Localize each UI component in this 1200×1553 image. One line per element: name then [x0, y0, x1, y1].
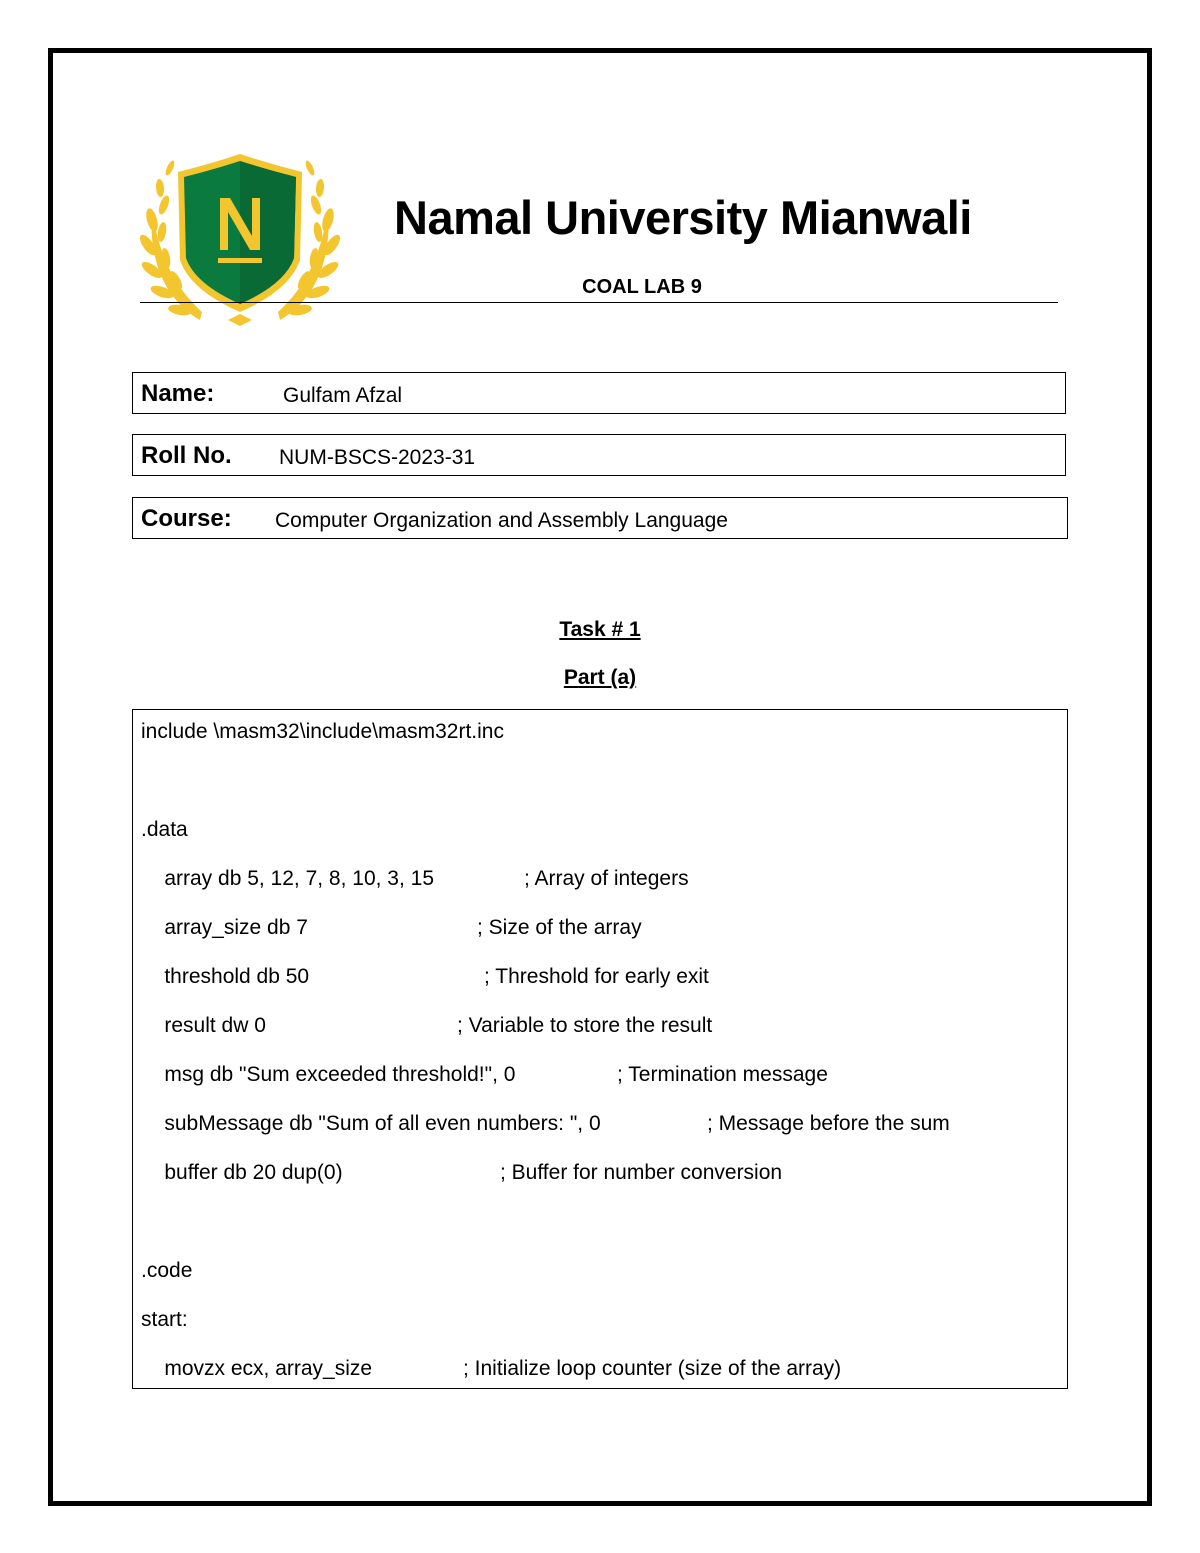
university-name: Namal University Mianwali — [394, 191, 972, 244]
code-line: start: — [141, 1308, 188, 1331]
name-label: Name: — [141, 380, 215, 407]
code-line: buffer db 20 dup(0) ; Buffer for number conversion — [141, 1161, 783, 1184]
roll-value: NUM-BSCS-2023-31 — [279, 446, 476, 469]
course-label: Course: — [141, 505, 232, 532]
code-line: threshold db 50 ; Threshold for early exit — [141, 965, 709, 988]
course-value: Computer Organization and Assembly Language — [275, 509, 728, 532]
code-line: .code — [141, 1259, 193, 1282]
university-logo-icon — [140, 150, 340, 330]
header-divider — [140, 302, 1058, 303]
course-field-box — [132, 497, 1068, 539]
name-field-box — [132, 372, 1066, 414]
code-line: msg db "Sum exceeded threshold!", 0 ; Termination message — [141, 1063, 828, 1086]
code-line: array_size db 7 ; Size of the array — [141, 916, 642, 939]
roll-label: Roll No. — [141, 442, 232, 469]
code-line: include \masm32\include\masm32rt.inc — [141, 720, 504, 743]
task-title: Task # 1 — [559, 618, 641, 641]
roll-field-box — [132, 434, 1066, 476]
lab-title: COAL LAB 9 — [582, 276, 702, 298]
code-line: array db 5, 12, 7, 8, 10, 3, 15 ; Array of integers — [141, 867, 689, 890]
code-block — [132, 709, 1068, 1389]
task-part: Part (a) — [563, 666, 637, 689]
name-value: Gulfam Afzal — [283, 384, 403, 407]
code-line: .data — [141, 818, 188, 841]
code-line: subMessage db "Sum of all even numbers: ", 0 ; Message before the sum — [141, 1112, 950, 1135]
code-line: movzx ecx, array_size ; Initialize loop counter (size of the array) — [141, 1357, 842, 1380]
code-line: result dw 0 ; Variable to store the result — [141, 1014, 713, 1037]
